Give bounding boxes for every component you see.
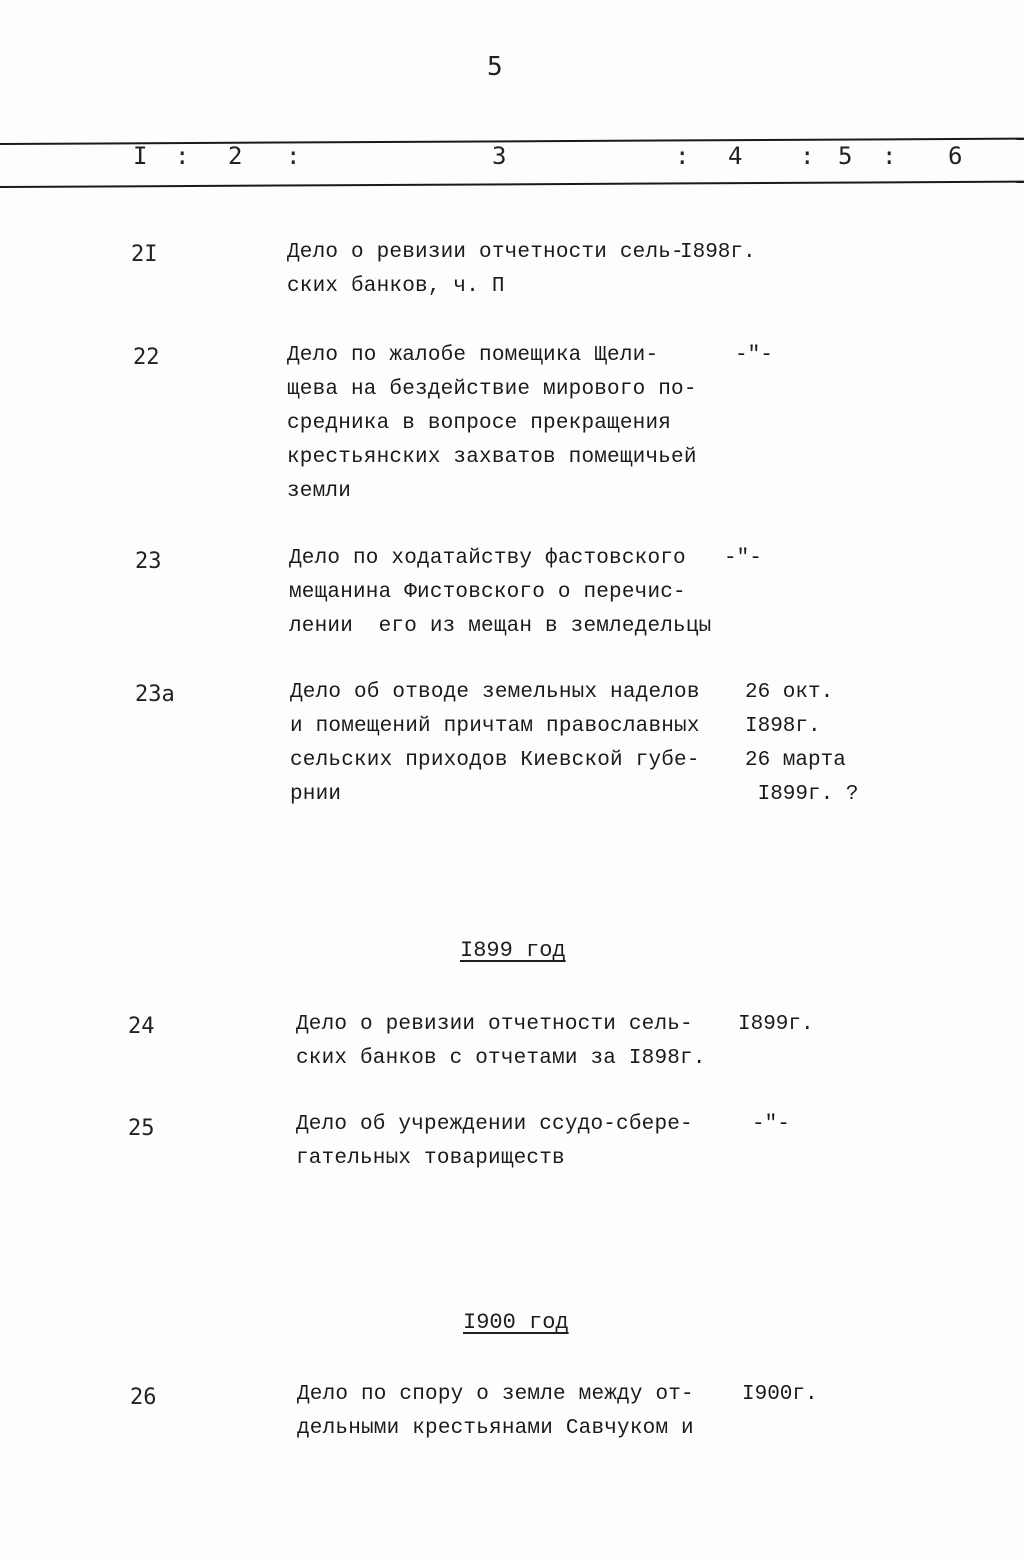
column-header-2: 2	[228, 142, 243, 170]
column-header-4: 4	[728, 142, 743, 170]
page-number: 5	[487, 52, 503, 82]
entry-description	[297, 1378, 694, 1446]
entry-description	[296, 1108, 693, 1176]
description-line: ских банков с отчетами за I898г.	[296, 1047, 706, 1070]
entry-description	[287, 236, 684, 304]
column-separator: :	[675, 142, 690, 170]
date-line: 26 марта	[745, 749, 846, 772]
entry-date	[745, 676, 858, 812]
description-line: земли	[287, 480, 352, 503]
entry-number: 23а	[135, 682, 175, 707]
column-separator: :	[175, 142, 190, 170]
description-line: ских банков, ч. П	[287, 275, 505, 298]
date-line: I898г.	[680, 241, 756, 264]
description-line: Дело по жалобе помещика Щели-	[287, 344, 659, 367]
description-line: Дело о ревизии отчетности сель-	[296, 1013, 693, 1036]
entry-number: 22	[133, 345, 160, 370]
header-rule-top	[0, 138, 1024, 145]
date-line: I900г.	[742, 1383, 818, 1406]
entry-date	[742, 1378, 818, 1412]
date-line: I898г.	[745, 715, 821, 738]
entry-date	[752, 1108, 790, 1142]
column-header-1: I	[133, 142, 148, 170]
description-line: рнии	[290, 783, 342, 806]
description-line: дельными крестьянами Савчуком и	[297, 1417, 694, 1440]
entry-number: 26	[130, 1385, 157, 1410]
entry-description	[290, 676, 700, 812]
entry-number: 2I	[131, 242, 158, 267]
year-heading: I899 год	[460, 938, 566, 963]
date-line: 26 окт.	[745, 681, 834, 704]
description-line: сельских приходов Киевской губе-	[290, 749, 700, 772]
entry-date	[738, 1008, 814, 1042]
column-separator: :	[800, 142, 815, 170]
date-line: I899г. ?	[745, 783, 859, 806]
entry-number: 25	[128, 1116, 155, 1141]
description-line: Дело по ходатайству фастовского	[289, 547, 686, 570]
entry-date	[680, 236, 756, 270]
date-line: -"-	[724, 547, 762, 570]
description-line: Дело о ревизии отчетности сель-	[287, 241, 684, 264]
date-line: -"-	[735, 344, 773, 367]
entry-number: 23	[135, 549, 162, 574]
date-line: -"-	[752, 1113, 790, 1136]
description-line: и помещений причтам православных	[290, 715, 700, 738]
entry-number: 24	[128, 1014, 155, 1039]
entry-description	[296, 1008, 706, 1076]
column-header-6: 6	[948, 142, 963, 170]
description-line: гательных товариществ	[296, 1147, 565, 1170]
description-line: Дело об отводе земельных наделов	[290, 681, 700, 704]
entry-description	[287, 339, 697, 509]
description-line: щева на бездействие мирового по-	[287, 378, 697, 401]
entry-date	[724, 542, 762, 576]
description-line: крестьянских захватов помещичьей	[287, 446, 697, 469]
description-line: Дело об учреждении ссудо-сбере-	[296, 1113, 693, 1136]
description-line: средника в вопросе прекращения	[287, 412, 672, 435]
entry-date	[735, 339, 773, 373]
description-line: мещанина Фистовского о перечис-	[289, 581, 686, 604]
column-separator: :	[286, 142, 301, 170]
year-heading: I900 год	[463, 1310, 569, 1335]
header-rule-bottom	[0, 181, 1024, 188]
entry-description	[289, 542, 711, 644]
column-header-5: 5	[838, 142, 853, 170]
column-header-3: 3	[492, 142, 507, 170]
date-line: I899г.	[738, 1013, 814, 1036]
description-line: лении его из мещан в земледельцы	[289, 615, 712, 638]
description-line: Дело по спору о земле между от-	[297, 1383, 694, 1406]
column-separator: :	[882, 142, 897, 170]
